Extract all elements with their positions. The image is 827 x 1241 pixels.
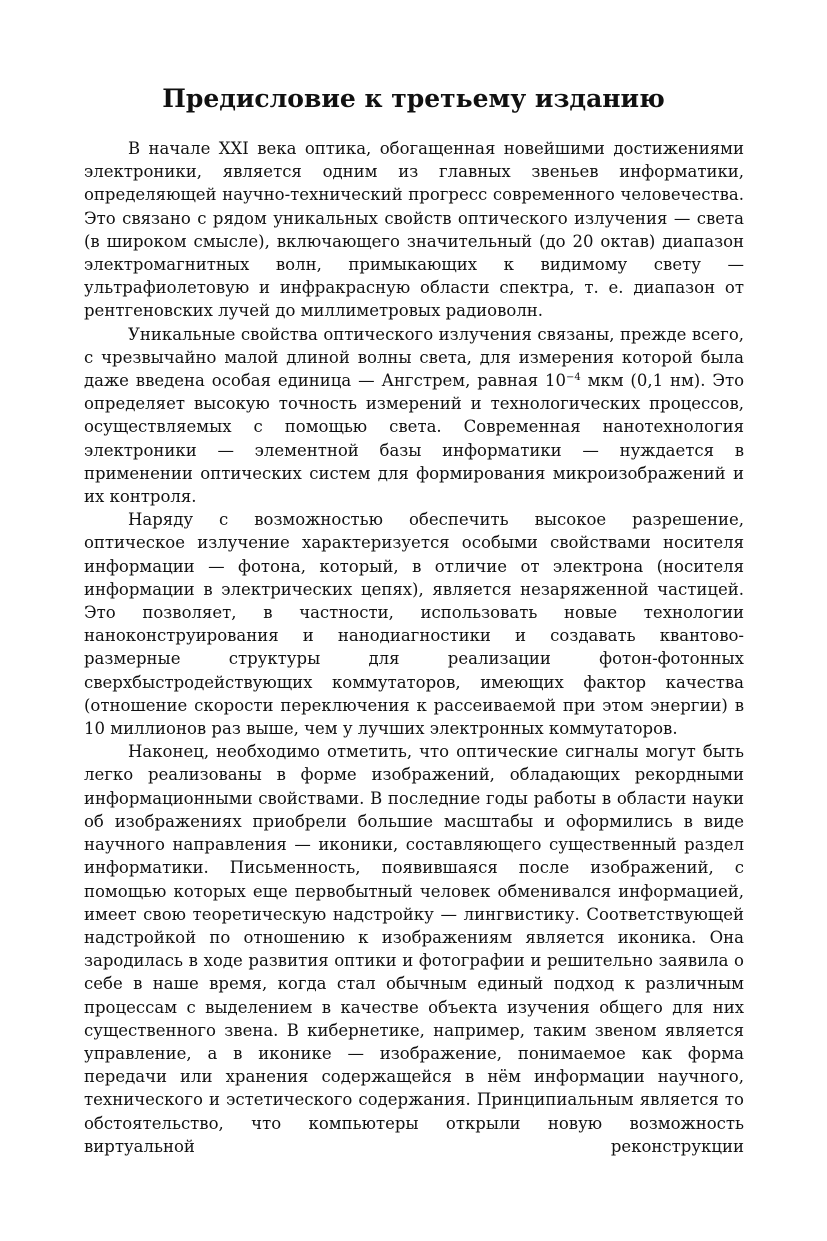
paragraph-1: В начале XXI века оптика, обогащенная новейшими достижениями электроники, является одним из главных звеньев информатики, определяющей научно-технический прогресс современного человечества. Это связано с рядом уникальных свойств оптического излучения — света (в широком смысле), включающего значительный (до 20 октав) диапазон электромагнитных волн, примыкающих к видимому свету — ультрафиолетовую и инфракрасную области спектра, т. е. диапазон от рентгеновских лучей до миллиметровых радиоволн. — [84, 139, 744, 321]
page-title: Предисловие к третьему изданию — [162, 84, 665, 113]
paragraph-2-text-start: Уникальные свойства оптического излучения связаны, прежде всего, с чрезвычайно малой длиной волны света, для измерения которой была даже введена особая единица — Ангстрем, равная 10 — [84, 324, 744, 391]
paragraph-4: Наконец, необходимо отметить, что оптические сигналы могут быть легко реализованы в форме изображений, обладающих рекордными информационными свойствами. В последние годы работы в области науки об изображениях приобрели большие масштабы и оформились в виде научного направления — иконики, составляющего существенный раздел информатики. Письменность, появившаяся после изображений, с помощью которых еще первобытный человек обменивался информацией, имеет свою теоретическую надстройку — лингвистику. Соответствующей надстройкой по отношению к изображениям является иконика. Она зародилась в ходе развития оптики и фотографии и решительно заявила о себе в наше время, когда стал обычным единый подход к различным процессам с выделением в качестве объекта изучения общего для них существенного звена. В кибернетике, например, таким звеном является управление, а в иконике — изображение, понимаемое как форма передачи или хранения содержащейся в нём информации научного, технического и эстетического содержания. Принципиальным является то обстоятельство, что компьютеры открыли новую возможность виртуальной реконструкции — [84, 742, 744, 1156]
exponent-superscript: −4 — [566, 372, 581, 384]
paragraph-2-text-end: мкм (0,1 нм). Это определяет высокую точность измерений и технологических процессов, осуществляемых с помощью света. Современная нанотехнология электроники — элементной базы информатики — нуждается в применении оптических систем для формирования микроизображений и их контроля. — [84, 371, 745, 507]
paragraph-2 — [84, 323, 744, 509]
paragraph-3: Наряду с возможностью обеспечить высокое разрешение, оптическое излучение характеризуется особыми свойствами носителя информации — фотона, который, в отличие от электрона (носителя информации в электрических цепях), является незаряженной частицей. Это позволяет, в частности, использовать новые технологии наноконструирования и нанодиагностики и создавать квантово-размерные структуры для реализации фотон-фотонных сверхбыстродействующих коммутаторов, имеющих фактор качества (отношение скорости переключения к рассеиваемой при этом энергии) в 10 миллионов раз выше, чем у лучших электронных коммутаторов. — [84, 510, 744, 739]
body-text — [84, 137, 744, 1158]
